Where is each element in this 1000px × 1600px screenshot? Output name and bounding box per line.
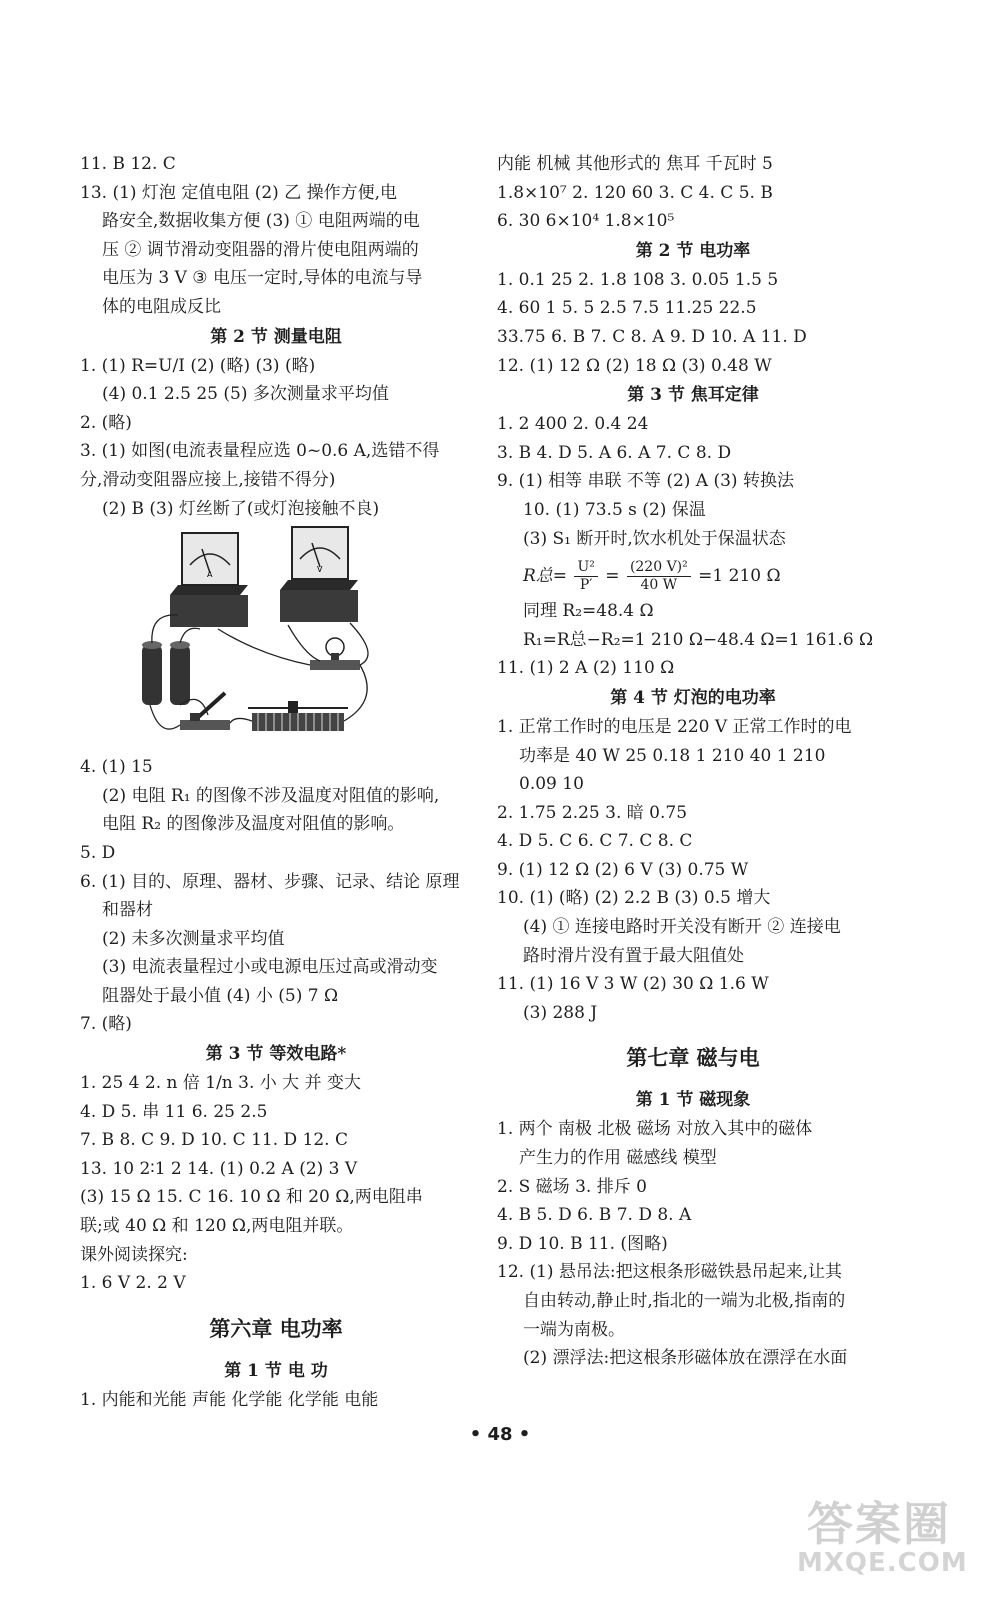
- svg-text:A: A: [207, 570, 213, 580]
- answer-line: 4. D 5. C 6. C 7. C 8. C: [497, 831, 693, 852]
- ammeter: [170, 533, 248, 627]
- answer-line: (2) 未多次测量求平均值: [102, 928, 285, 949]
- rheostat: [248, 701, 348, 731]
- answer-line: (3) 15 Ω 15. C 16. 10 Ω 和 20 Ω,两电阻串: [80, 1187, 423, 1208]
- answer-line: 课外阅读探究:: [80, 1244, 188, 1265]
- answer-line: 同理 R₂=48.4 Ω: [523, 601, 654, 622]
- answer-line: 12. (1) 悬吊法:把这根条形磁铁悬吊起来,让其: [497, 1262, 843, 1283]
- answer-line: 一端为南极。: [523, 1319, 625, 1340]
- fraction-numerator: U²: [574, 559, 597, 577]
- answers-block-5: [80, 1386, 472, 1415]
- answer-line: 13. (1) 灯泡 定值电阻 (2) 乙 操作方便,电: [80, 182, 398, 203]
- section-title: 第 2 节 测量电阻: [210, 326, 342, 347]
- answer-line: 11. B 12. C: [80, 154, 176, 174]
- answer-line: (4) ① 连接电路时开关没有断开 ② 连接电: [523, 917, 841, 938]
- right-column: [497, 150, 889, 1373]
- section-title: 第 3 节 等效电路*: [205, 1044, 347, 1065]
- answer-line: 内能 机械 其他形式的 焦耳 千瓦时 5: [497, 154, 773, 174]
- fraction-numerator: (220 V)²: [627, 559, 691, 577]
- circuit-figure: [80, 523, 472, 753]
- answer-line: 和器材: [102, 900, 153, 921]
- answer-line: (3) 288 J: [523, 1002, 598, 1023]
- answers-block-3: [80, 753, 472, 1039]
- svg-text:V: V: [317, 565, 323, 575]
- section-title: 第 2 节 电功率: [635, 240, 751, 261]
- answer-line: 电阻 R₂ 的图像涉及温度对阻值的影响。: [102, 814, 405, 835]
- watermark-logo: [795, 1488, 985, 1596]
- answer-line: 1. 2 400 2. 0.4 24: [497, 414, 649, 435]
- answer-line: 电压为 3 V ③ 电压一定时,导体的电流与导: [102, 268, 423, 289]
- answers-block-1: [80, 150, 472, 322]
- answer-line: 10. (1) (略) (2) 2.2 B (3) 0.5 增大: [497, 888, 771, 909]
- answer-line: 1. 正常工作时的电压是 220 V 正常工作时的电: [497, 716, 852, 737]
- page-number: • 48 •: [469, 1424, 531, 1445]
- answers-block-5: [497, 1115, 889, 1372]
- answer-line: (2) B (3) 灯丝断了(或灯泡接触不良): [102, 498, 380, 519]
- fraction-denominator: 40 W: [640, 577, 678, 594]
- answer-line: 联;或 40 Ω 和 120 Ω,两电阻并联。: [80, 1216, 354, 1237]
- chapter-title: 第六章 电功率: [209, 1315, 343, 1341]
- answer-line: 0.09 10: [519, 774, 584, 795]
- answer-line: 1. 两个 南极 北极 磁场 对放入其中的磁体: [497, 1119, 813, 1140]
- section-title: 第 3 节 焦耳定律: [627, 385, 759, 406]
- answer-line: 产生力的作用 磁感线 模型: [519, 1148, 717, 1169]
- answer-line: 6. 30 6×10⁴ 1.8×10⁵: [497, 211, 675, 232]
- circuit-diagram: [140, 525, 400, 745]
- answer-line: R₁=R总−R₂=1 210 Ω−48.4 Ω=1 161.6 Ω: [523, 629, 874, 650]
- answer-line: 7. B 8. C 9. D 10. C 11. D 12. C: [80, 1130, 348, 1151]
- answer-line: 4. 60 1 5. 5 2.5 7.5 11.25 22.5: [497, 298, 757, 319]
- answer-line: (4) 0.1 2.5 25 (5) 多次测量求平均值: [102, 384, 389, 405]
- battery-pair: [142, 641, 190, 705]
- answer-line: 1. 25 4 2. n 倍 1/n 3. 小 大 并 变大: [80, 1073, 361, 1094]
- formula-lhs: R总=: [523, 566, 568, 587]
- answer-line: 路安全,数据收集方便 (3) ① 电阻两端的电: [102, 211, 420, 232]
- answer-line: (3) 电流表量程过小或电源电压过高或滑动变: [102, 957, 438, 978]
- answer-line: 1. 内能和光能 声能 化学能 化学能 电能: [80, 1389, 379, 1410]
- answer-line: 5. D: [80, 842, 116, 863]
- fraction-denominator: P′: [579, 577, 593, 594]
- answer-line: (2) 电阻 R₁ 的图像不涉及温度对阻值的影响,: [102, 785, 440, 806]
- answer-line: 10. (1) 73.5 s (2) 保温: [523, 499, 706, 520]
- left-column: [80, 150, 472, 1414]
- answer-line: 分,滑动变阻器应接上,接错不得分): [80, 469, 336, 490]
- answer-line: 2. S 磁场 3. 排斥 0: [497, 1176, 647, 1197]
- answer-line: 4. B 5. D 6. B 7. D 8. A: [497, 1205, 692, 1226]
- answer-line: 自由转动,静止时,指北的一端为北极,指南的: [523, 1291, 846, 1311]
- answer-line: 1. 6 V 2. 2 V: [80, 1273, 186, 1294]
- answers-block-1: [497, 150, 889, 236]
- section-title: 第 1 节 磁现象: [635, 1090, 751, 1111]
- answer-line: 9. (1) 12 Ω (2) 6 V (3) 0.75 W: [497, 859, 749, 880]
- answer-line: 11. (1) 2 A (2) 110 Ω: [497, 658, 675, 679]
- answer-line: 压 ② 调节滑动变阻器的滑片使电阻两端的: [102, 239, 419, 260]
- answer-line: 3. B 4. D 5. A 6. A 7. C 8. D: [497, 442, 732, 463]
- answer-line: 1. 0.1 25 2. 1.8 108 3. 0.05 1.5 5: [497, 269, 779, 290]
- answer-line: 体的电阻成反比: [102, 296, 221, 317]
- answers-block-3: [497, 410, 889, 553]
- answer-line: 功率是 40 W 25 0.18 1 210 40 1 210: [519, 745, 826, 766]
- answer-line: 4. (1) 15: [80, 757, 153, 778]
- answers-block-2: [80, 352, 472, 524]
- answers-block-4: [80, 1069, 472, 1298]
- answer-line: 1. (1) R=U/I (2) (略) (3) (略): [80, 355, 316, 376]
- fraction-1: [574, 559, 597, 594]
- answer-line: 2. 1.75 2.25 3. 暗 0.75: [497, 802, 688, 823]
- answer-line: 1.8×10⁷ 2. 120 60 3. C 4. C 5. B: [497, 182, 773, 203]
- answer-line: 3. (1) 如图(电流表量程应选 0~0.6 A,选错不得: [80, 441, 440, 462]
- formula-line: [497, 555, 889, 597]
- answer-line: 7. (略): [80, 1014, 132, 1035]
- formula-rhs: =1 210 Ω: [698, 566, 781, 587]
- bulb-holder: [310, 638, 360, 670]
- answer-line: 6. (1) 目的、原理、器材、步骤、记录、结论 原理: [80, 871, 460, 892]
- answer-line: 9. D 10. B 11. (图略): [497, 1233, 668, 1254]
- answer-line: 33.75 6. B 7. C 8. A 9. D 10. A 11. D: [497, 326, 807, 347]
- answers-block-3b: [497, 597, 889, 683]
- answers-block-4: [497, 713, 889, 1028]
- chapter-title: 第七章 磁与电: [626, 1045, 760, 1071]
- formula-equals: =: [605, 566, 620, 587]
- answer-line: 12. (1) 12 Ω (2) 18 Ω (3) 0.48 W: [497, 355, 772, 376]
- answer-line: 路时滑片没有置于最大阻值处: [523, 945, 744, 966]
- answer-line: 2. (略): [80, 412, 132, 433]
- answer-line: 13. 10 2∶1 2 14. (1) 0.2 A (2) 3 V: [80, 1158, 358, 1179]
- section-title: 第 1 节 电 功: [224, 1360, 328, 1381]
- answer-line: (3) S₁ 断开时,饮水机处于保温状态: [523, 528, 786, 549]
- answer-line: (2) 漂浮法:把这根条形磁体放在漂浮在水面: [523, 1348, 848, 1369]
- watermark-text: 答案圈: [807, 1497, 951, 1551]
- answer-line: 阻器处于最小值 (4) 小 (5) 7 Ω: [102, 985, 339, 1006]
- answers-block-2: [497, 266, 889, 380]
- answer-line: 9. (1) 相等 串联 不等 (2) A (3) 转换法: [497, 471, 794, 492]
- watermark-url: MXQE.COM: [797, 1548, 968, 1578]
- answer-line: 11. (1) 16 V 3 W (2) 30 Ω 1.6 W: [497, 974, 769, 995]
- section-title: 第 4 节 灯泡的电功率: [610, 687, 776, 708]
- voltmeter: [280, 527, 358, 622]
- fraction-2: [627, 559, 691, 594]
- answer-line: 4. D 5. 串 11 6. 25 2.5: [80, 1101, 268, 1122]
